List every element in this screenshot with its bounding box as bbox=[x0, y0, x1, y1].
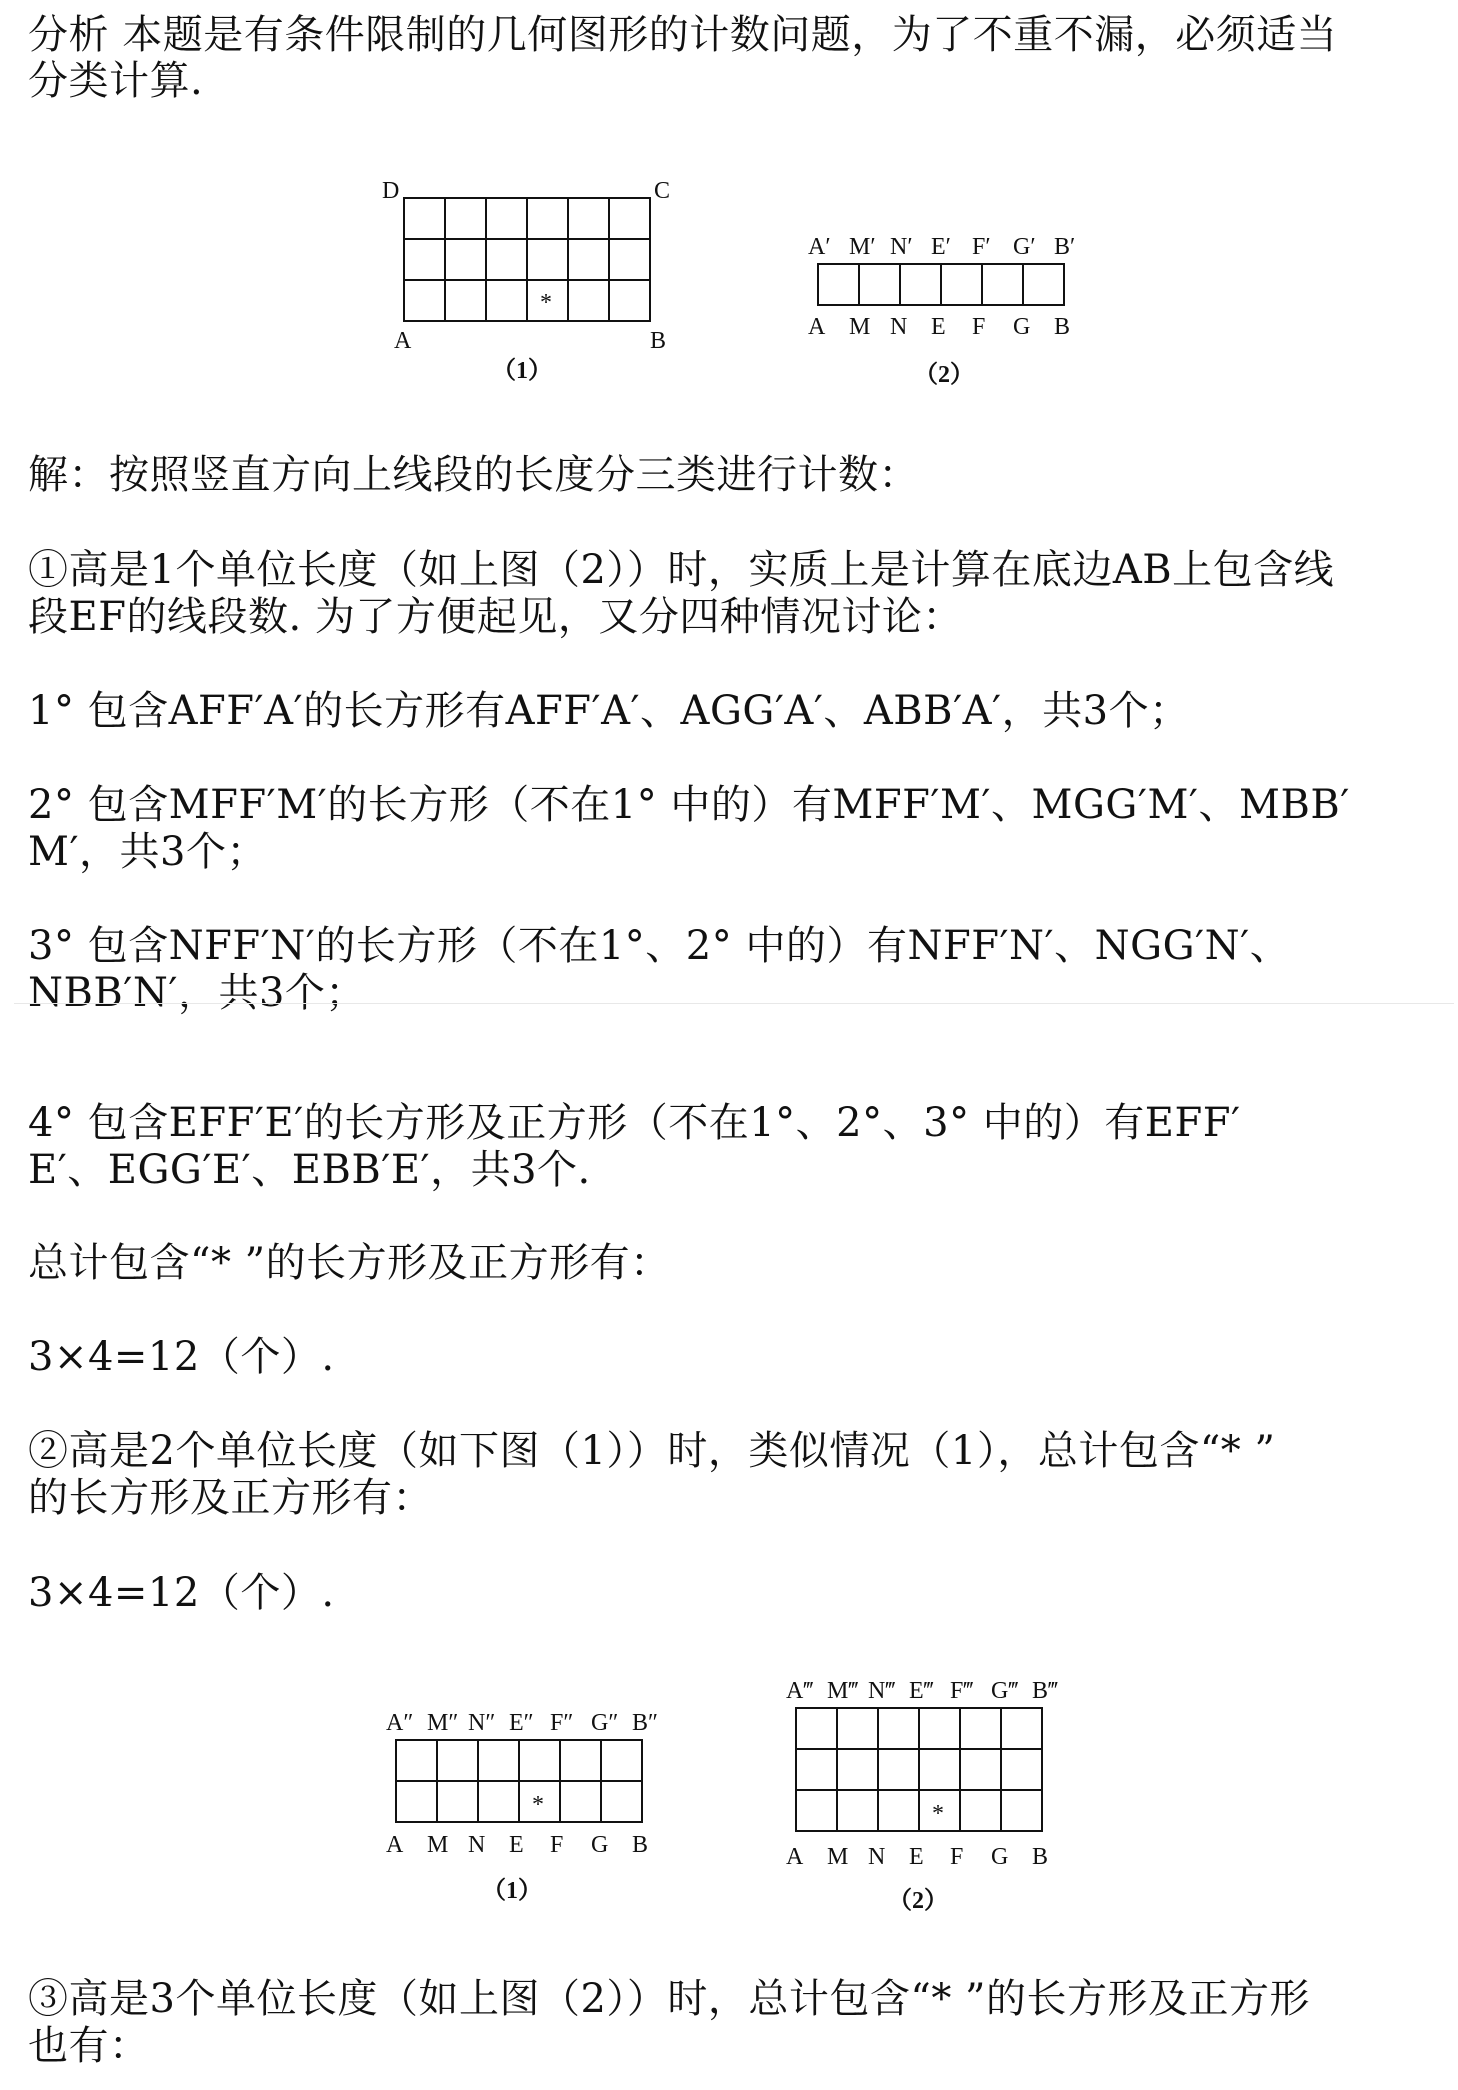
calc2-line: 3×4=12（个）. bbox=[28, 1570, 335, 1616]
point-label: A″ bbox=[386, 1710, 414, 1736]
figure-1-caption: （1） bbox=[492, 358, 552, 384]
figure-3-grid bbox=[396, 1740, 642, 1822]
point-label: B bbox=[1032, 1844, 1049, 1870]
sub2-line-2: M′，共3个； bbox=[28, 829, 267, 875]
point-label: M bbox=[827, 1844, 849, 1870]
point-label: B‴ bbox=[1032, 1678, 1059, 1704]
point-label: N″ bbox=[468, 1710, 496, 1736]
point-label: E‴ bbox=[909, 1678, 934, 1704]
point-label: N bbox=[868, 1844, 886, 1870]
figure-3-svg bbox=[378, 1700, 678, 1910]
total1-line: 总计包含“* ”的长方形及正方形有： bbox=[28, 1240, 671, 1286]
figure-3-caption: （1） bbox=[482, 1878, 542, 1904]
figure-4-top-labels bbox=[786, 1678, 1058, 1704]
figure-2-svg bbox=[804, 222, 1094, 402]
point-label: F bbox=[972, 314, 986, 340]
point-label: N‴ bbox=[868, 1678, 896, 1704]
case2-line-2: 的长方形及正方形有： bbox=[28, 1475, 433, 1521]
figure-2 bbox=[804, 222, 1094, 402]
point-label: G bbox=[591, 1832, 609, 1858]
point-label: M bbox=[427, 1832, 449, 1858]
point-label: A‴ bbox=[786, 1678, 814, 1704]
figure-4-svg bbox=[778, 1668, 1078, 1918]
point-label: M bbox=[849, 314, 871, 340]
point-label: F″ bbox=[550, 1710, 574, 1736]
sub4-line-1: 4° 包含EFF′E′的长方形及正方形（不在1°、2°、3° 中的）有EFF′ bbox=[28, 1100, 1241, 1146]
figure-2-bottom-labels bbox=[808, 314, 1070, 340]
point-label: N bbox=[468, 1832, 486, 1858]
figure-4-grid bbox=[796, 1708, 1042, 1831]
label-d: D bbox=[382, 178, 400, 204]
figure-1-grid bbox=[404, 198, 650, 321]
sub1-line: 1° 包含AFF′A′的长方形有AFF′A′、AGG′A′、ABB′A′，共3个； bbox=[28, 688, 1190, 734]
point-label: F‴ bbox=[950, 1678, 974, 1704]
star-mark: * bbox=[932, 1801, 944, 1827]
point-label: N′ bbox=[890, 234, 913, 260]
label-c: C bbox=[654, 178, 671, 204]
figure-2-grid bbox=[818, 264, 1064, 305]
case3-line-2: 也有： bbox=[28, 2023, 150, 2069]
point-label: B′ bbox=[1054, 234, 1076, 260]
figure-2-caption: （2） bbox=[914, 362, 974, 388]
point-label: M‴ bbox=[827, 1678, 859, 1704]
calc1-line: 3×4=12（个）. bbox=[28, 1334, 335, 1380]
point-label: E″ bbox=[509, 1710, 534, 1736]
point-label: A′ bbox=[808, 234, 831, 260]
point-label: N bbox=[890, 314, 908, 340]
analysis-line-1: 分析 本题是有条件限制的几何图形的计数问题，为了不重不漏，必须适当 bbox=[28, 12, 1338, 58]
point-label: M″ bbox=[427, 1710, 459, 1736]
figure-2-top-labels bbox=[808, 234, 1075, 260]
figure-3-top-labels bbox=[386, 1710, 658, 1736]
sub3-line-1: 3° 包含NFF′N′的长方形（不在1°、2° 中的）有NFF′N′、NGG′N′、 bbox=[28, 923, 1291, 969]
sub2-line-1: 2° 包含MFF′M′的长方形（不在1° 中的）有MFF′M′、MGG′M′、MBB′ bbox=[28, 782, 1350, 828]
point-label: A bbox=[786, 1844, 804, 1870]
figure-4-caption: （2） bbox=[888, 1888, 948, 1914]
figure-3 bbox=[378, 1700, 678, 1910]
solution-intro: 解：按照竖直方向上线段的长度分三类进行计数： bbox=[28, 452, 919, 498]
label-b: B bbox=[650, 328, 667, 354]
point-label: F bbox=[950, 1844, 964, 1870]
point-label: M′ bbox=[849, 234, 876, 260]
point-label: G bbox=[991, 1844, 1009, 1870]
figure-1-svg bbox=[374, 170, 684, 400]
point-label: B″ bbox=[632, 1710, 659, 1736]
point-label: G bbox=[1013, 314, 1031, 340]
star-mark: * bbox=[540, 290, 552, 316]
figure-3-bottom-labels bbox=[386, 1832, 648, 1858]
figure-1 bbox=[374, 170, 684, 400]
point-label: F′ bbox=[972, 234, 991, 260]
case1-line-1: ①高是1个单位长度（如上图（2））时，实质上是计算在底边AB上包含线 bbox=[28, 547, 1335, 593]
figure-4 bbox=[778, 1668, 1078, 1918]
point-label: F bbox=[550, 1832, 564, 1858]
case1-line-2: 段EF的线段数. 为了方便起见，又分四种情况讨论： bbox=[28, 594, 963, 640]
label-a: A bbox=[394, 328, 412, 354]
sub3-line-2: NBB′N′，共3个； bbox=[28, 970, 366, 1016]
point-label: A bbox=[386, 1832, 404, 1858]
point-label: G′ bbox=[1013, 234, 1036, 260]
point-label: G″ bbox=[591, 1710, 619, 1736]
point-label: E′ bbox=[931, 234, 951, 260]
figure-4-bottom-labels bbox=[786, 1844, 1048, 1870]
point-label: E bbox=[509, 1832, 524, 1858]
star-mark: * bbox=[532, 1792, 544, 1818]
point-label: B bbox=[632, 1832, 649, 1858]
case3-line-1: ③高是3个单位长度（如上图（2））时，总计包含“* ”的长方形及正方形 bbox=[28, 1976, 1311, 2022]
point-label: A bbox=[808, 314, 826, 340]
point-label: E bbox=[931, 314, 946, 340]
analysis-line-2: 分类计算. bbox=[28, 58, 204, 104]
case2-line-1: ②高是2个单位长度（如下图（1））时，类似情况（1），总计包含“* ” bbox=[28, 1428, 1276, 1474]
point-label: E bbox=[909, 1844, 924, 1870]
point-label: B bbox=[1054, 314, 1071, 340]
sub4-line-2: E′、EGG′E′、EBB′E′，共3个. bbox=[28, 1147, 591, 1193]
divider bbox=[14, 1003, 1454, 1004]
point-label: G‴ bbox=[991, 1678, 1019, 1704]
